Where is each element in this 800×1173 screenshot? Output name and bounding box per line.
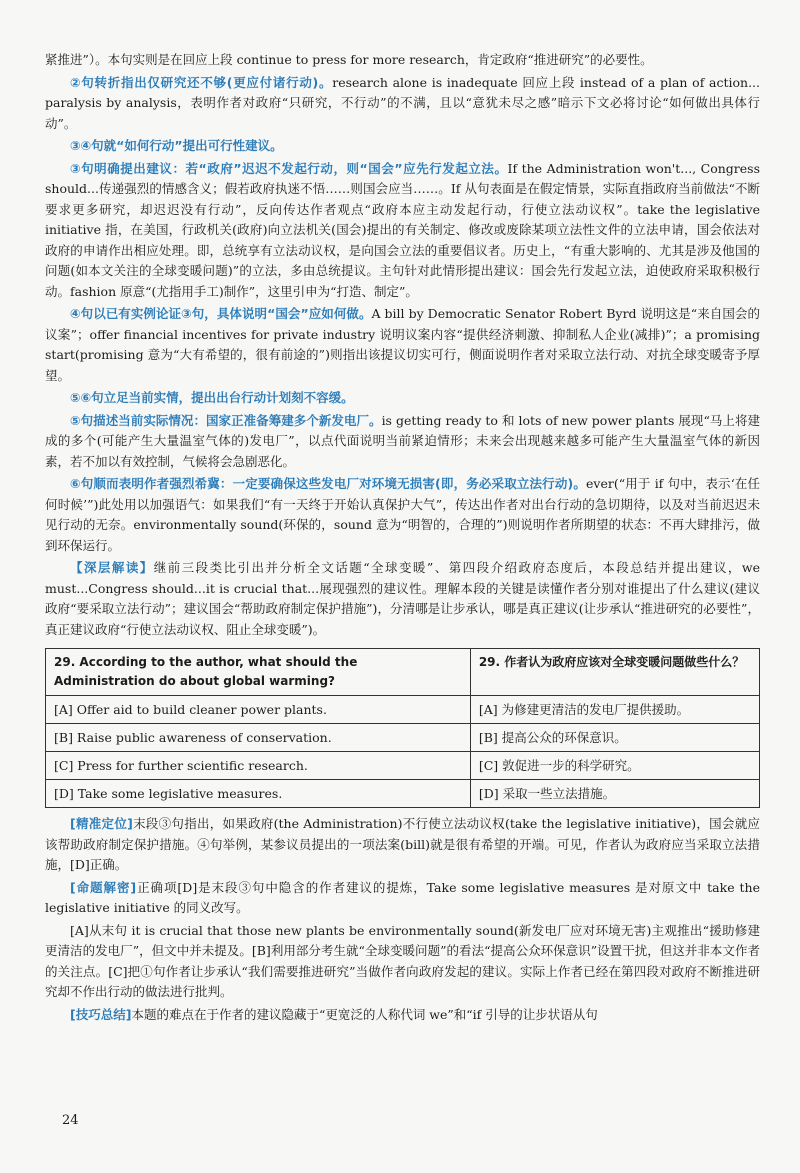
highlight-sentence: ⑤⑥句立足当前实情，提出出台行动计划刻不容缓。 <box>70 390 354 405</box>
highlight-sentence: ⑥句顺而表明作者强烈希冀：一定要确保这些发电厂对环境无损害(即，务必采取立法行动)。 <box>70 476 586 491</box>
option-a-cn: [A] 为修建更清洁的发电厂提供援助。 <box>470 696 759 724</box>
option-row <box>46 696 760 724</box>
body-text: 紧推进”）。本句实则是在回应上段 continue to press for more research，肯定政府“推进研究”的必要性。 <box>45 52 653 67</box>
paragraph <box>45 474 760 556</box>
question-row <box>46 649 760 696</box>
option-row <box>46 752 760 780</box>
section-tag: [命题解密] <box>70 879 137 895</box>
section-tag: [技巧总结] <box>70 1006 132 1022</box>
paragraph <box>45 159 760 303</box>
highlight-sentence: ④句以已有实例论证③句，具体说明“国会”应如何做。 <box>70 306 372 321</box>
body-text: ever(“用于 if 句中，表示‘在任何时候’”)此处用以加强语气：如果我们“有一天终于开始认真保护大气”，传达出作者对出台行动的急切期待，以及对当前迟迟未见行动的无奈。environmentally sound(环保的，sound 意为“明智的，合理的”)则说明作者所期望的状态：不再大肆排污，做到环保运行。 <box>45 476 760 553</box>
body-text: 继前三段类比引出并分析全文话题“全球变暖”、第四段介绍政府态度后，本段总结并提出建议，we must...Congress should...it is crucial that...展现强烈的建议性。理解本段的关键是读懂作者分别对谁提出了什么建议(建议政府“要采取立法行动”；建议国会“帮助政府制定保护措施”)，分清哪是让步承认，哪是真正建议(让步承认“推进研究的必要性”，真正建议政府“行使立法动议权、阻止全球变暖”)。 <box>45 560 760 637</box>
paragraph <box>45 1005 760 1026</box>
body-text: 正确项[D]是末段③句中隐含的作者建议的提炼，Take some legislative measures 是对原文中 take the legislative initiative 的同义改写。 <box>45 879 760 915</box>
option-c-en: [C] Press for further scientific research. <box>46 752 471 780</box>
question-table <box>45 648 760 808</box>
body-text: If the Administration won't..., Congress should...传递强烈的情感含义；假若政府执迷不悟……则国会应当……。If 从句表面是在假定情景，实际直指政府当前做法“不断要求更多研究，却迟迟没有行动”，反向传达作者观点“政府本应主动发起行动，行使立法动议权”。take the legislative initiative 指，在美国，行政机关(政府)向立法机关(国会)提出的有关制定、修改或废除某项立法性文件的立法申请，国会依法对政府的申请作出相应处理。即，总统享有立法动议权，是向国会立法的重要倡议者。历史上，“有重大影响的、尤其是涉及他国的问题(如本文关注的全球变暖问题)”的立法，多由总统提议。主句针对此情形提出建议：国会先行发起立法，迫使政府采取积极行动。fashion 原意“(尤指用手工)制作”，这里引申为“打造、制定”。 <box>45 160 761 299</box>
highlight-sentence: ③④句就“如何行动”提出可行性建议。 <box>70 138 283 153</box>
option-c-cn: [C] 敦促进一步的科学研究。 <box>470 752 759 780</box>
highlight-sentence: ③句明确提出建议：若“政府”迟迟不发起行动，则“国会”应先行发起立法。 <box>70 160 508 176</box>
option-row <box>46 724 760 752</box>
body-text: 本题的难点在于作者的建议隐藏于“更宽泛的人称代词 we”和“if 引导的让步状语从句 <box>131 1006 598 1022</box>
paragraph <box>45 50 760 71</box>
paragraph <box>45 388 760 409</box>
body-text: 末段③句指出，如果政府(the Administration)不行使立法动议权(take the legislative initiative)，国会就应该帮助政府制定保护措施。④句举例，某参议员提出的一项法案(bill)就是很有希望的开端。可见，作者认为政府应当采取立法措施，[D]正确。 <box>45 816 760 872</box>
answer-analysis <box>45 814 760 1025</box>
page-number: 24 <box>62 1113 79 1128</box>
section-tag: [精准定位] <box>70 816 133 831</box>
paragraph <box>45 304 760 386</box>
option-row <box>46 780 760 808</box>
explanation-body <box>45 50 760 640</box>
body-text: research alone is inadequate 回应上段 instead of a plan of action... paralysis by analysis，表明作者对政府“只研究，不行动”的不满，且以“意犹未尽之感”暗示下文必将讨论“如何做出具体行动”。 <box>45 74 760 131</box>
option-d-en: [D] Take some legislative measures. <box>46 780 471 808</box>
paragraph <box>45 73 760 135</box>
body-text: A bill by Democratic Senator Robert Byrd 说明这是“来自国会的议案”；offer financial incentives for private industry 说明议案内容“提供经济刺激、抑制私人企业(减排)”；a promising start(promising 意为“大有希望的，很有前途的”)则指出该提议切实可行，侧面说明作者对采取立法行动、对抗全球变暖寄予厚望。 <box>45 306 760 383</box>
option-a-en: [A] Offer aid to build cleaner power plants. <box>46 696 471 724</box>
paragraph <box>45 558 760 640</box>
body-text: [A]从末句 it is crucial that those new plants be environmentally sound(新发电厂应对环境无害)主观推出“援助修建更清洁的发电厂”，但文中并未提及。[B]利用部分考生就“全球变暖问题”的看法“提高公众环保意识”设置干扰，但这并非本文作者的关注点。[C]把①句作者让步承认“我们需要推进研究”当做作者向政府发起的建议。实际上作者已经在第四段对政府不断推进研究却不作出行动的做法进行批判。 <box>45 922 760 999</box>
paragraph <box>45 921 760 1003</box>
highlight-sentence: ②句转折指出仅研究还不够(更应付诸行动)。 <box>70 74 333 90</box>
paragraph <box>45 136 760 157</box>
body-text: is getting ready to 和 lots of new power plants 展现“马上将建成的多个(可能产生大量温室气体的)发电厂”，以点代面说明当前紧迫情形；未来会出现越来越多可能产生大量温室气体的新因素，若不加以有效控制，气候将会急剧恶化。 <box>45 412 760 469</box>
question-en: 29. According to the author, what should the Administration do about global warming? <box>46 649 471 696</box>
paragraph <box>45 814 760 876</box>
highlight-sentence: ⑤句描述当前实际情况：国家正准备筹建多个新发电厂。 <box>70 412 382 428</box>
option-d-cn: [D] 采取一些立法措施。 <box>470 780 759 808</box>
option-b-en: [B] Raise public awareness of conservation. <box>46 724 471 752</box>
section-tag: 【深层解读】 <box>70 560 154 575</box>
paragraph <box>45 878 760 919</box>
paragraph <box>45 411 760 473</box>
question-cn: 29. 作者认为政府应该对全球变暖问题做些什么？ <box>470 649 759 696</box>
option-b-cn: [B] 提高公众的环保意识。 <box>470 724 759 752</box>
